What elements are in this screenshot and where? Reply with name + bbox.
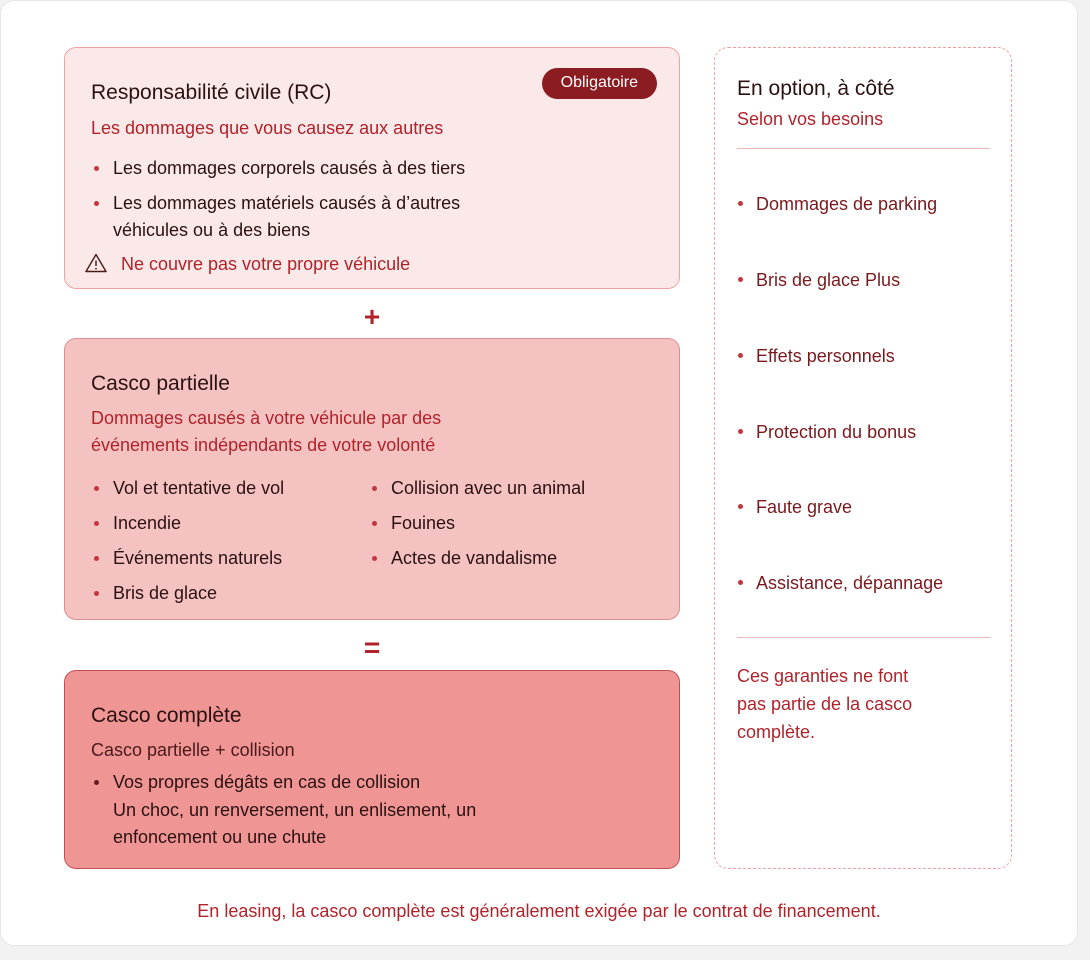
casco-partielle-item: Fouines xyxy=(369,510,585,537)
option-item: Bris de glace Plus xyxy=(737,268,900,292)
rc-bullet-list xyxy=(91,155,513,244)
casco-partielle-title: Casco partielle xyxy=(91,372,230,395)
casco-partielle-item: Événements naturels xyxy=(91,545,284,572)
casco-complete-title: Casco complète xyxy=(91,704,242,727)
options-divider-top xyxy=(737,148,990,149)
options-subtitle: Selon vos besoins xyxy=(737,109,884,129)
casco-complete-box xyxy=(64,670,680,869)
casco-partielle-item: Vol et tentative de vol xyxy=(91,475,284,502)
option-item: Faute grave xyxy=(737,495,852,519)
equals-operator: = xyxy=(363,632,381,663)
casco-complete-list xyxy=(91,769,503,851)
option-item: Dommages de parking xyxy=(737,192,937,216)
casco-partielle-item: Bris de glace xyxy=(91,580,284,607)
rc-warning-text: Ne couvre pas votre propre véhicule xyxy=(121,254,411,274)
warning-triangle-icon xyxy=(85,253,107,273)
rc-box xyxy=(64,47,680,289)
option-item: Protection du bonus xyxy=(737,420,916,444)
casco-partielle-subtitle: Dommages causés à votre véhicule par des événements indépendants de votre volonté xyxy=(91,408,442,455)
casco-partielle-item: Collision avec un animal xyxy=(369,475,585,502)
rc-title: Responsabilité civile (RC) xyxy=(91,81,332,104)
rc-bullet-2: Les dommages matériels causés à d’autres véhicules ou à des biens xyxy=(91,190,513,244)
casco-partielle-item: Actes de vandalisme xyxy=(369,545,585,572)
options-panel xyxy=(714,47,1012,869)
option-item: Assistance, dépannage xyxy=(737,571,943,595)
footer-note: En leasing, la casco complète est généralement exigée par le contrat de financement. xyxy=(197,901,881,921)
rc-subtitle: Les dommages que vous causez aux autres xyxy=(91,118,444,138)
plus-operator: + xyxy=(363,301,381,332)
options-divider-bottom xyxy=(737,637,990,638)
casco-partielle-box xyxy=(64,338,680,620)
option-item: Effets personnels xyxy=(737,344,895,368)
options-note: Ces garanties ne font pas partie de la casco complète. xyxy=(737,666,913,742)
casco-complete-subtitle: Casco partielle + collision xyxy=(91,740,295,760)
rc-bullet-1: Les dommages corporels causés à des tiers xyxy=(91,155,513,182)
casco-complete-detail: Un choc, un renversement, un enlisement, un enfoncement ou une chute xyxy=(113,800,477,847)
casco-complete-bullet xyxy=(91,769,503,851)
options-title: En option, à côté xyxy=(737,77,895,100)
casco-complete-bullet-text: Vos propres dégâts en cas de collision xyxy=(113,772,421,792)
mandatory-badge: Obligatoire xyxy=(542,68,657,99)
casco-partielle-list-2 xyxy=(369,475,585,572)
casco-partielle-list-1 xyxy=(91,475,284,607)
rc-warning xyxy=(85,251,410,278)
casco-partielle-item: Incendie xyxy=(91,510,284,537)
